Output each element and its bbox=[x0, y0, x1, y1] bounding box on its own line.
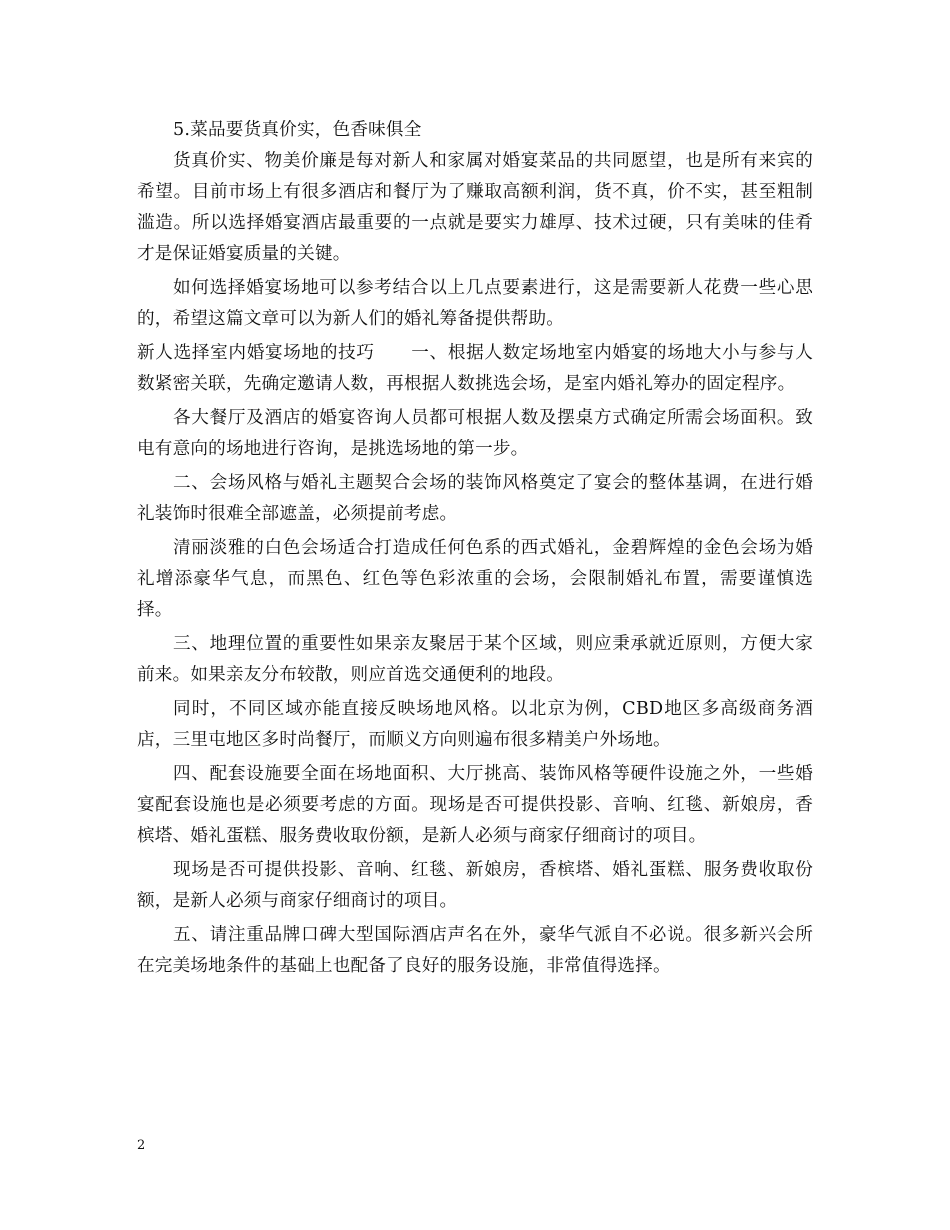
document-body bbox=[137, 115, 813, 982]
paragraph-district-style: 同时，不同区域亦能直接反映场地风格。以北京为例，CBD地区多高级商务酒店，三里屯地区多时尚餐厅，而顺义方向则遍布很多精美户外场地。 bbox=[137, 699, 813, 750]
page-number: 2 bbox=[137, 1138, 146, 1153]
paragraph-location: 三、地理位置的重要性如果亲友聚居于某个区域，则应秉承就近原则，方便大家前来。如果亲友分布较散，则应首选交通便利的地段。 bbox=[137, 634, 813, 685]
paragraph-indoor-venue-tips: 新人选择室内婚宴场地的技巧 一、根据人数定场地室内婚宴的场地大小与参与人数紧密关联，先确定邀请人数，再根据人数挑选会场，是室内婚礼筹办的固定程序。 bbox=[137, 343, 813, 394]
paragraph-brand-reputation: 五、请注重品牌口碑大型国际酒店声名在外，豪华气派自不必说。很多新兴会所在完美场地条件的基础上也配备了良好的服务设施，非常值得选择。 bbox=[137, 925, 813, 976]
paragraph-venue-style: 二、会场风格与婚礼主题契合会场的装饰风格奠定了宴会的整体基调，在进行婚礼装饰时很难全部遮盖，必须提前考虑。 bbox=[137, 473, 813, 524]
paragraph-facilities-repeat: 现场是否可提供投影、音响、红毯、新娘房，香槟塔、婚礼蛋糕、服务费收取份额，是新人必须与商家仔细商讨的项目。 bbox=[137, 860, 813, 911]
paragraph-consultation: 各大餐厅及酒店的婚宴咨询人员都可根据人数及摆桌方式确定所需会场面积。致电有意向的场地进行咨询，是挑选场地的第一步。 bbox=[137, 408, 813, 459]
paragraph-venue-colors: 清丽淡雅的白色会场适合打造成任何色系的西式婚礼，金碧辉煌的金色会场为婚礼增添豪华气息，而黑色、红色等色彩浓重的会场，会限制婚礼布置，需要谨慎选择。 bbox=[137, 538, 813, 620]
paragraph-venue-summary: 如何选择婚宴场地可以参考结合以上几点要素进行，这是需要新人花费一些心思的，希望这篇文章可以为新人们的婚礼筹备提供帮助。 bbox=[137, 278, 813, 329]
section-heading-dishes: 5.菜品要货真价实，色香味俱全 bbox=[173, 120, 422, 140]
paragraph-facilities: 四、配套设施要全面在场地面积、大厅挑高、装饰风格等硬件设施之外，一些婚宴配套设施也是必须要考虑的方面。现场是否可提供投影、音响、红毯、新娘房，香槟塔、婚礼蛋糕、服务费收取份额，是新人必须与商家仔细商讨的项目。 bbox=[137, 764, 813, 846]
paragraph-dish-quality: 货真价实、物美价廉是每对新人和家属对婚宴菜品的共同愿望，也是所有来宾的希望。目前市场上有很多酒店和餐厅为了赚取高额利润，货不真，价不实，甚至粗制滥造。所以选择婚宴酒店最重要的一点就是要实力雄厚、技术过硬，只有美味的佳肴才是保证婚宴质量的关键。 bbox=[137, 151, 813, 264]
